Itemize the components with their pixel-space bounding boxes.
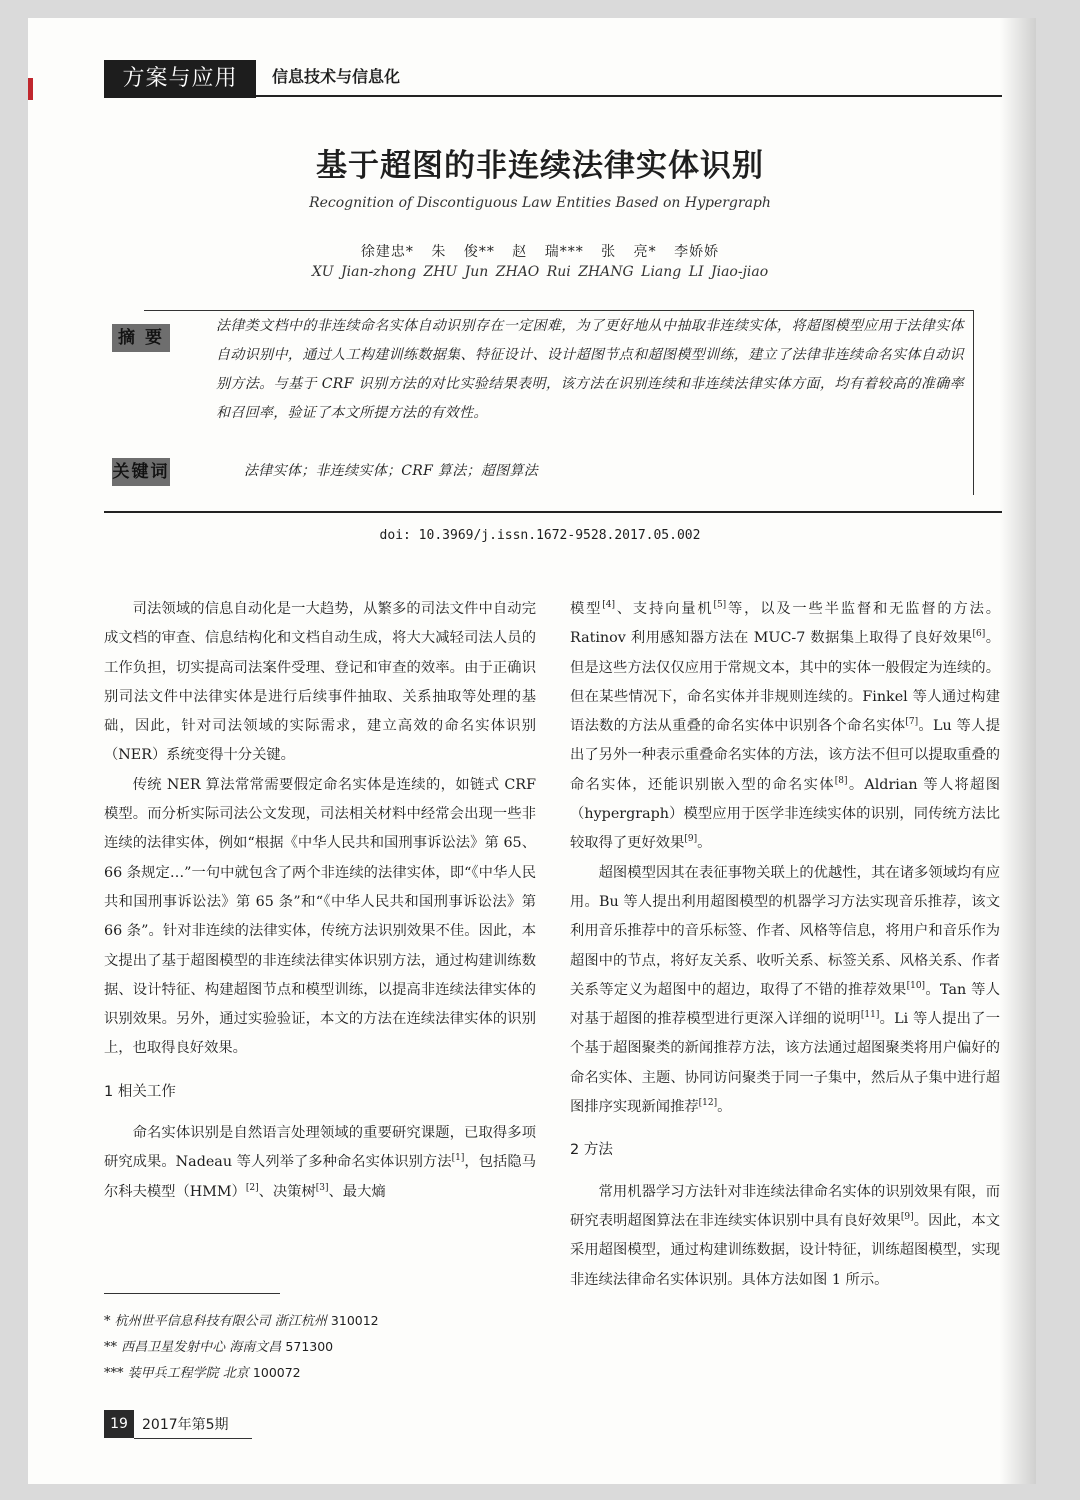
citation: [11] (860, 1010, 880, 1021)
citation: [9] (900, 1212, 914, 1223)
section-heading: 2 方法 (570, 1142, 613, 1159)
paragraph: 命名实体识别是自然语言处理领域的重要研究课题，已取得多项研究成果。Nadeau 等人列举了多种命名实体识别方法[1]，包括隐马尔科夫模型（HMM）[2]、决策树[3]、最大熵 (104, 1125, 537, 1200)
keywords-text: 法律实体；非连续实体；CRF 算法；超图算法 (244, 463, 539, 479)
abstract-side-rule (973, 310, 974, 495)
keywords-label: 关键词 (112, 458, 170, 486)
citation: [2] (245, 1182, 259, 1193)
section-heading: 1 相关工作 (104, 1083, 176, 1100)
paragraph: 传统 NER 算法常常需要假定命名实体是连续的，如链式 CRF 模型。而分析实际司法公文发现，司法相关材料中经常会出现一些非连续的法律实体，例如“根据《中华人民共和国刑事诉讼法》第 65、66 条规定…”一句中就包含了两个非连续的法律实体，即“《中华人民共和国刑事诉讼法》第 65 条”和“《中华人民共和国刑事诉讼法》第 66 条”。针对非连续的法律实体，传统方法识别效果不佳。因此，本文提出了基于超图模型的非连续法律实体识别方法，通过构建训练数据、设计特征、构建超图节点和模型训练，以提高非连续法律实体的识别效果。另外，通过实验验证，本文的方法在连续法律实体的识别上，也取得良好效果。 (104, 776, 536, 1057)
paper-title: 基于超图的非连续法律实体识别 (316, 148, 764, 184)
page-edge-shadow (1000, 18, 1036, 1484)
paragraph: 超图模型因其在表征事物关联上的优越性，其在诸多领域均有应用。Bu 等人提出利用超图模型的机器学习方法实现音乐推荐，该文利用音乐推荐中的音乐标签、作者、风格等信息，将用户和音乐作为超图中的节点，将好友关系、收听关系、标签关系、风格关系、作者关系等定义为超图中的超边，取得了不错的推荐效果[10]。Tan 等人对基于超图的推荐模型进行更深入详细的说明[11]。Li 等人提出了一个基于超图聚类的新闻推荐方法，该方法通过超图聚类将用户偏好的命名实体、主题、协同访问聚类于同一子集中，然后从子集中进行超图排序实现新闻推荐[12]。 (570, 864, 1001, 1116)
citation: [3] (315, 1182, 329, 1193)
citation: [8] (834, 776, 848, 787)
binding-mark (28, 78, 33, 100)
paragraph: 常用机器学习方法针对非连续法律命名实体的识别效果有限，而研究表明超图算法在非连续实体识别中具有良好效果[9]。因此，本文采用超图模型，通过构建训练数据，设计特征，训练超图模型，实现非连续法律命名实体识别。具体方法如图 1 所示。 (570, 1183, 1000, 1288)
footnote: ** 西昌卫星发射中心 海南文昌 571300 (104, 1339, 334, 1355)
paragraph: 模型[4]、支持向量机[5]等，以及一些半监督和无监督的方法。Ratinov 利用感知器方法在 MUC-7 数据集上取得了良好效果[6]。但是这些方法仅仅应用于常规文本，其中的实体一般假定为连续的。但在某些情况下，命名实体并非规则连续的。Finkel 等人通过构建语法数的方法从重叠的命名实体中识别各个命名实体[7]。Lu 等人提出了另外一种表示重叠命名实体的方法，该方法不但可以提取重叠的命名实体，还能识别嵌入型的命名实体[8]。Aldrian 等人将超图（hypergraph）模型应用于医学非连续实体的识别，同传统方法比较取得了更好效果[9]。 (570, 600, 1001, 852)
footnote-rule (104, 1293, 280, 1294)
abstract-top-rule (144, 310, 974, 311)
section-label: 方案与应用 (104, 60, 256, 98)
left-column (104, 595, 536, 1207)
right-column (570, 595, 1000, 1295)
authors-cn: 徐建忠* 朱 俊** 赵 瑞*** 张 亮* 李娇娇 (360, 244, 720, 260)
doi: doi: 10.3969/j.issn.1672-9528.2017.05.002 (379, 528, 701, 543)
citation: [4] (602, 600, 615, 611)
citation: [10] (906, 981, 926, 992)
abstract-text: 法律类文档中的非连续命名实体自动识别存在一定困难，为了更好地从中抽取非连续实体，将超图模型应用于法律实体自动识别中，通过人工构建训练数据集、特征设计、设计超图节点和超图模型训练，建立了法律非连续命名实体自动识别方法。与基于 CRF 识别方法的对比实验结果表明，该方法在识别连续和非连续法律实体方面，均有着较高的准确率和召回率，验证了本文所提方法的有效性。 (216, 318, 964, 421)
citation: [1] (451, 1153, 465, 1164)
paragraph: 司法领域的信息自动化是一大趋势，从繁多的司法文件中自动完成文档的审查、信息结构化和文档自动生成，将大大减轻司法人员的工作负担，切实提高司法案件受理、登记和审查的效率。由于正确识别司法文件中法律实体是进行后续事件抽取、关系抽取等处理的基础，因此，针对司法领域的实际需求，建立高效的命名实体识别（NER）系统变得十分关键。 (104, 601, 536, 764)
citation: [6] (972, 629, 986, 640)
issue-label: 2017年第5期 (142, 1417, 229, 1433)
citation: [9] (684, 834, 698, 845)
paper-title-en: Recognition of Discontiguous Law Entities Based on Hypergraph (309, 195, 771, 211)
header-rule (256, 95, 1002, 97)
citation: [7] (905, 717, 919, 728)
footer-rule (134, 1438, 252, 1439)
footnote: * 杭州世平信息科技有限公司 浙江杭州 310012 (104, 1313, 379, 1329)
footnotes (104, 1308, 379, 1386)
citation: [5] (713, 600, 727, 611)
journal-name: 信息技术与信息化 (272, 67, 401, 86)
abstract-bottom-rule (104, 511, 1002, 513)
page-number: 19 (104, 1410, 134, 1438)
citation: [12] (698, 1098, 718, 1109)
footnote: *** 装甲兵工程学院 北京 100072 (104, 1365, 301, 1381)
abstract-label: 摘 要 (112, 324, 170, 352)
authors-en: XU Jian-zhong ZHU Jun ZHAO Rui ZHANG Liang LI Jiao-jiao (311, 264, 769, 280)
